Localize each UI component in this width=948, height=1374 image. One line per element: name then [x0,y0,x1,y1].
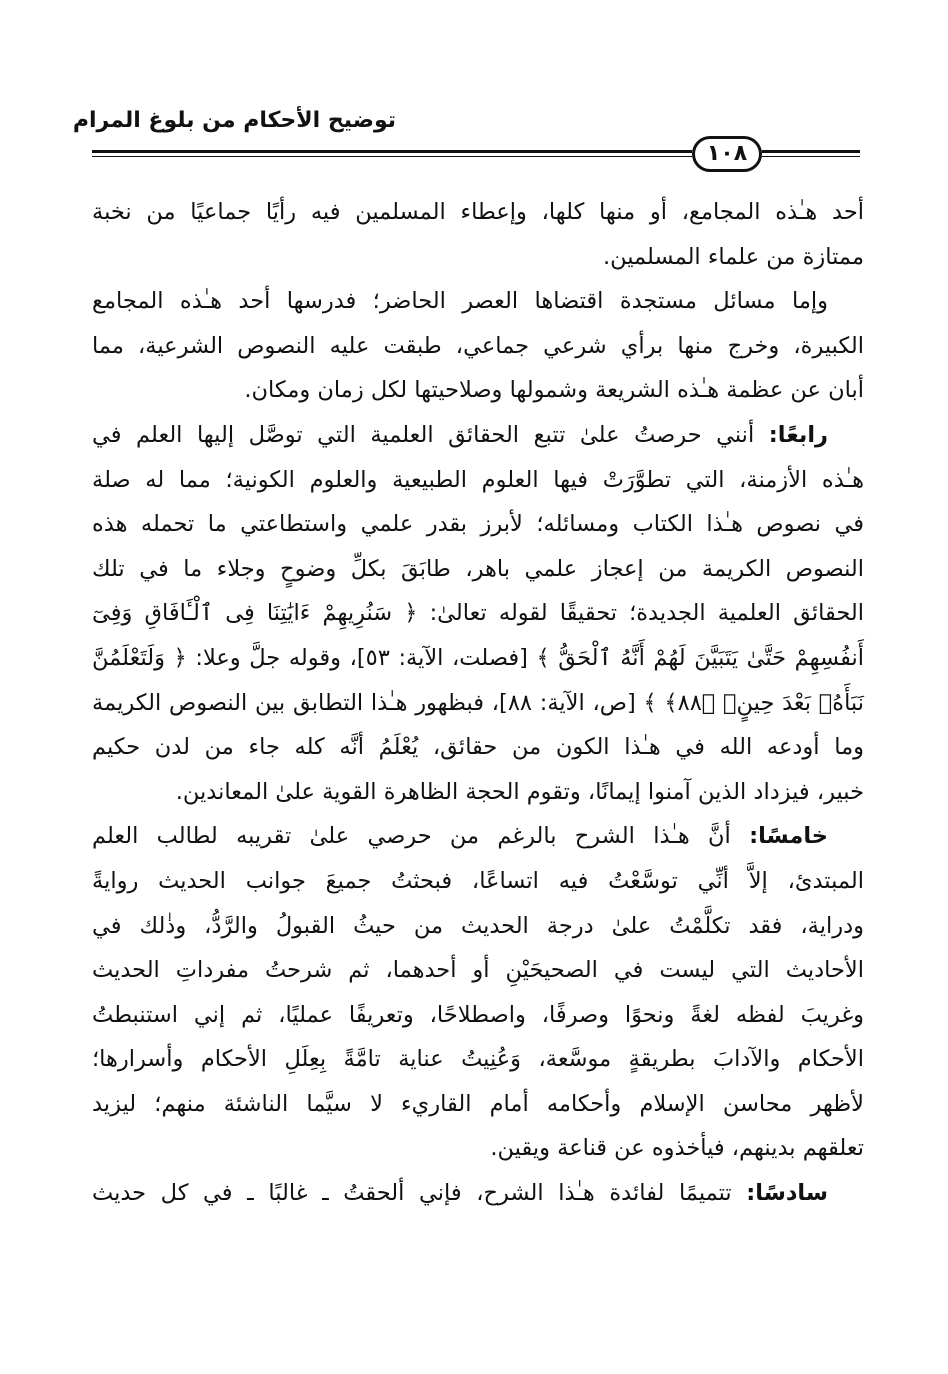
text-line [92,814,864,859]
running-title: توضيح الأحكام من بلوغ المرام [72,108,396,133]
text-line-content: أنَّ هـٰذا الشرح بالرغم من حرصي علىٰ تقريبه لطالب العلم [92,823,731,850]
page-number: ١٠٨ [692,136,762,172]
text-line: لأظهر محاسن الإسلام وأحكامه أمام القاريء لا سيَّما الناشئة منهم؛ ليزيد [92,1090,864,1117]
paragraph-lead: خامسًا: [749,823,829,850]
paragraph-lead: سادسًا: [746,1180,828,1207]
paragraph-continuation [92,190,864,279]
header-rule-right-thin [762,156,860,157]
header-rule-left-thick [92,150,692,153]
text-line: نَبَأَهُۥ بَعْدَ حِينٍۭ ﴿٨٨﴾ ﴾ [ص، الآية: ٨٨]، فبظهور هـٰذا التطابق بين النصوص الكريمة [92,689,864,716]
text-line: الحقائق العلمية الجديدة؛ تحقيقًا لقوله تعالىٰ: ﴿ سَنُرِيهِمْ ءَايَٰتِنَا فِى ٱلْـَٔافَاقِ وَفِىٓ [92,600,864,627]
paragraph-fourth [92,413,864,814]
header-rule-right-thick [762,150,860,153]
text-line: في نصوص هـٰذا الكتاب ومسائله؛ لأبرز بقدر علمي واستطاعتي ما تحمله هذه [92,511,864,538]
text-line: أبان عن عظمة هـٰذه الشريعة وشمولها وصلاحيتها لكل زمان ومكان. [244,377,864,404]
text-line: تعلقهم بدينهم، فيأخذوه عن قناعة ويقين. [490,1135,864,1162]
text-line: ممتازة من علماء المسلمين. [602,243,864,270]
text-line [92,413,864,458]
text-line: هـٰذه الأزمنة، التي تطوَّرَتْ فيها العلوم الطبيعية والعلوم الكونية؛ مما له صلة [92,466,864,493]
text-line: وإما مسائل مستجدة اقتضاها العصر الحاضر؛ فدرسها أحد هـٰذه المجامع [92,288,828,315]
text-line: الكبيرة، وخرج منها برأي شرعي جماعي، طبقت عليه النصوص الشرعية، مما [92,332,864,359]
text-line: ودراية، فقد تكلَّمْتُ علىٰ درجة الحديث من حيثُ القبولُ والرَّدُّ، وذٰلك في [92,912,864,939]
text-line: الأحكام والآدابَ بطريقةٍ موسَّعة، وَعُنِيتُ عناية تامَّةً بِعِلَلِ الأحكام وأسرارها؛ [92,1046,864,1073]
paragraph-lead: رابعًا: [768,421,829,448]
paragraph-new-issues [92,279,864,413]
text-line-content: أنني حرصتُ علىٰ تتبع الحقائق العلمية التي توصَّل إليها العلم في [92,421,755,448]
text-line: الأحاديث التي ليست في الصحيحَيْنِ أو أحدهما، ثم شرحتُ مفرداتِ الحديث [92,957,864,984]
text-line: النصوص الكريمة من إعجاز علمي باهر، طابَقَ بكلِّ وضوحٍ وجلاء ما في تلك [92,555,864,582]
text-line: وغريبَ لفظه لغةً ونحوًا وصرفًا، واصطلاحًا، وتعريفًا عمليًا، ثم إني استنبطتُ [92,1001,864,1028]
body-text [92,190,864,1216]
text-line [92,1171,864,1216]
paragraph-sixth [92,1171,864,1216]
text-line: أحد هـٰذه المجامع، أو منها كلها، وإعطاء المسلمين فيه رأيًا جماعيًا من نخبة [92,199,864,225]
header-rule-left-thin [92,156,692,157]
text-line: أَنفُسِهِمْ حَتَّىٰ يَتَبَيَّنَ لَهُمْ أَنَّهُ ٱلْحَقُّ ﴾ [فصلت، الآية: ٥٣]، وقوله جلَّ وعلا: ﴿ وَلَتَعْلَمُنَّ [92,644,864,671]
text-line-content: تتميمًا لفائدة هـٰذا الشرح، فإني ألحقتُ ـ غالبًا ـ في كل حديث [92,1180,732,1207]
text-line: خبير، فيزداد الذين آمنوا إيمانًا، وتقوم الحجة الظاهرة القوية علىٰ المعاندين. [175,778,864,805]
text-line: المبتدئ، إلاَّ أنِّي توسَّعْتُ فيه اتساعًا، فبحثتُ جميعَ جوانب الحديث روايةً [92,867,864,894]
paragraph-fifth [92,814,864,1171]
text-line: وما أودعه الله في هـٰذا الكون من حقائق، يُعْلَمُ أنَّه كله جاء من لدن حكيم [92,734,864,761]
